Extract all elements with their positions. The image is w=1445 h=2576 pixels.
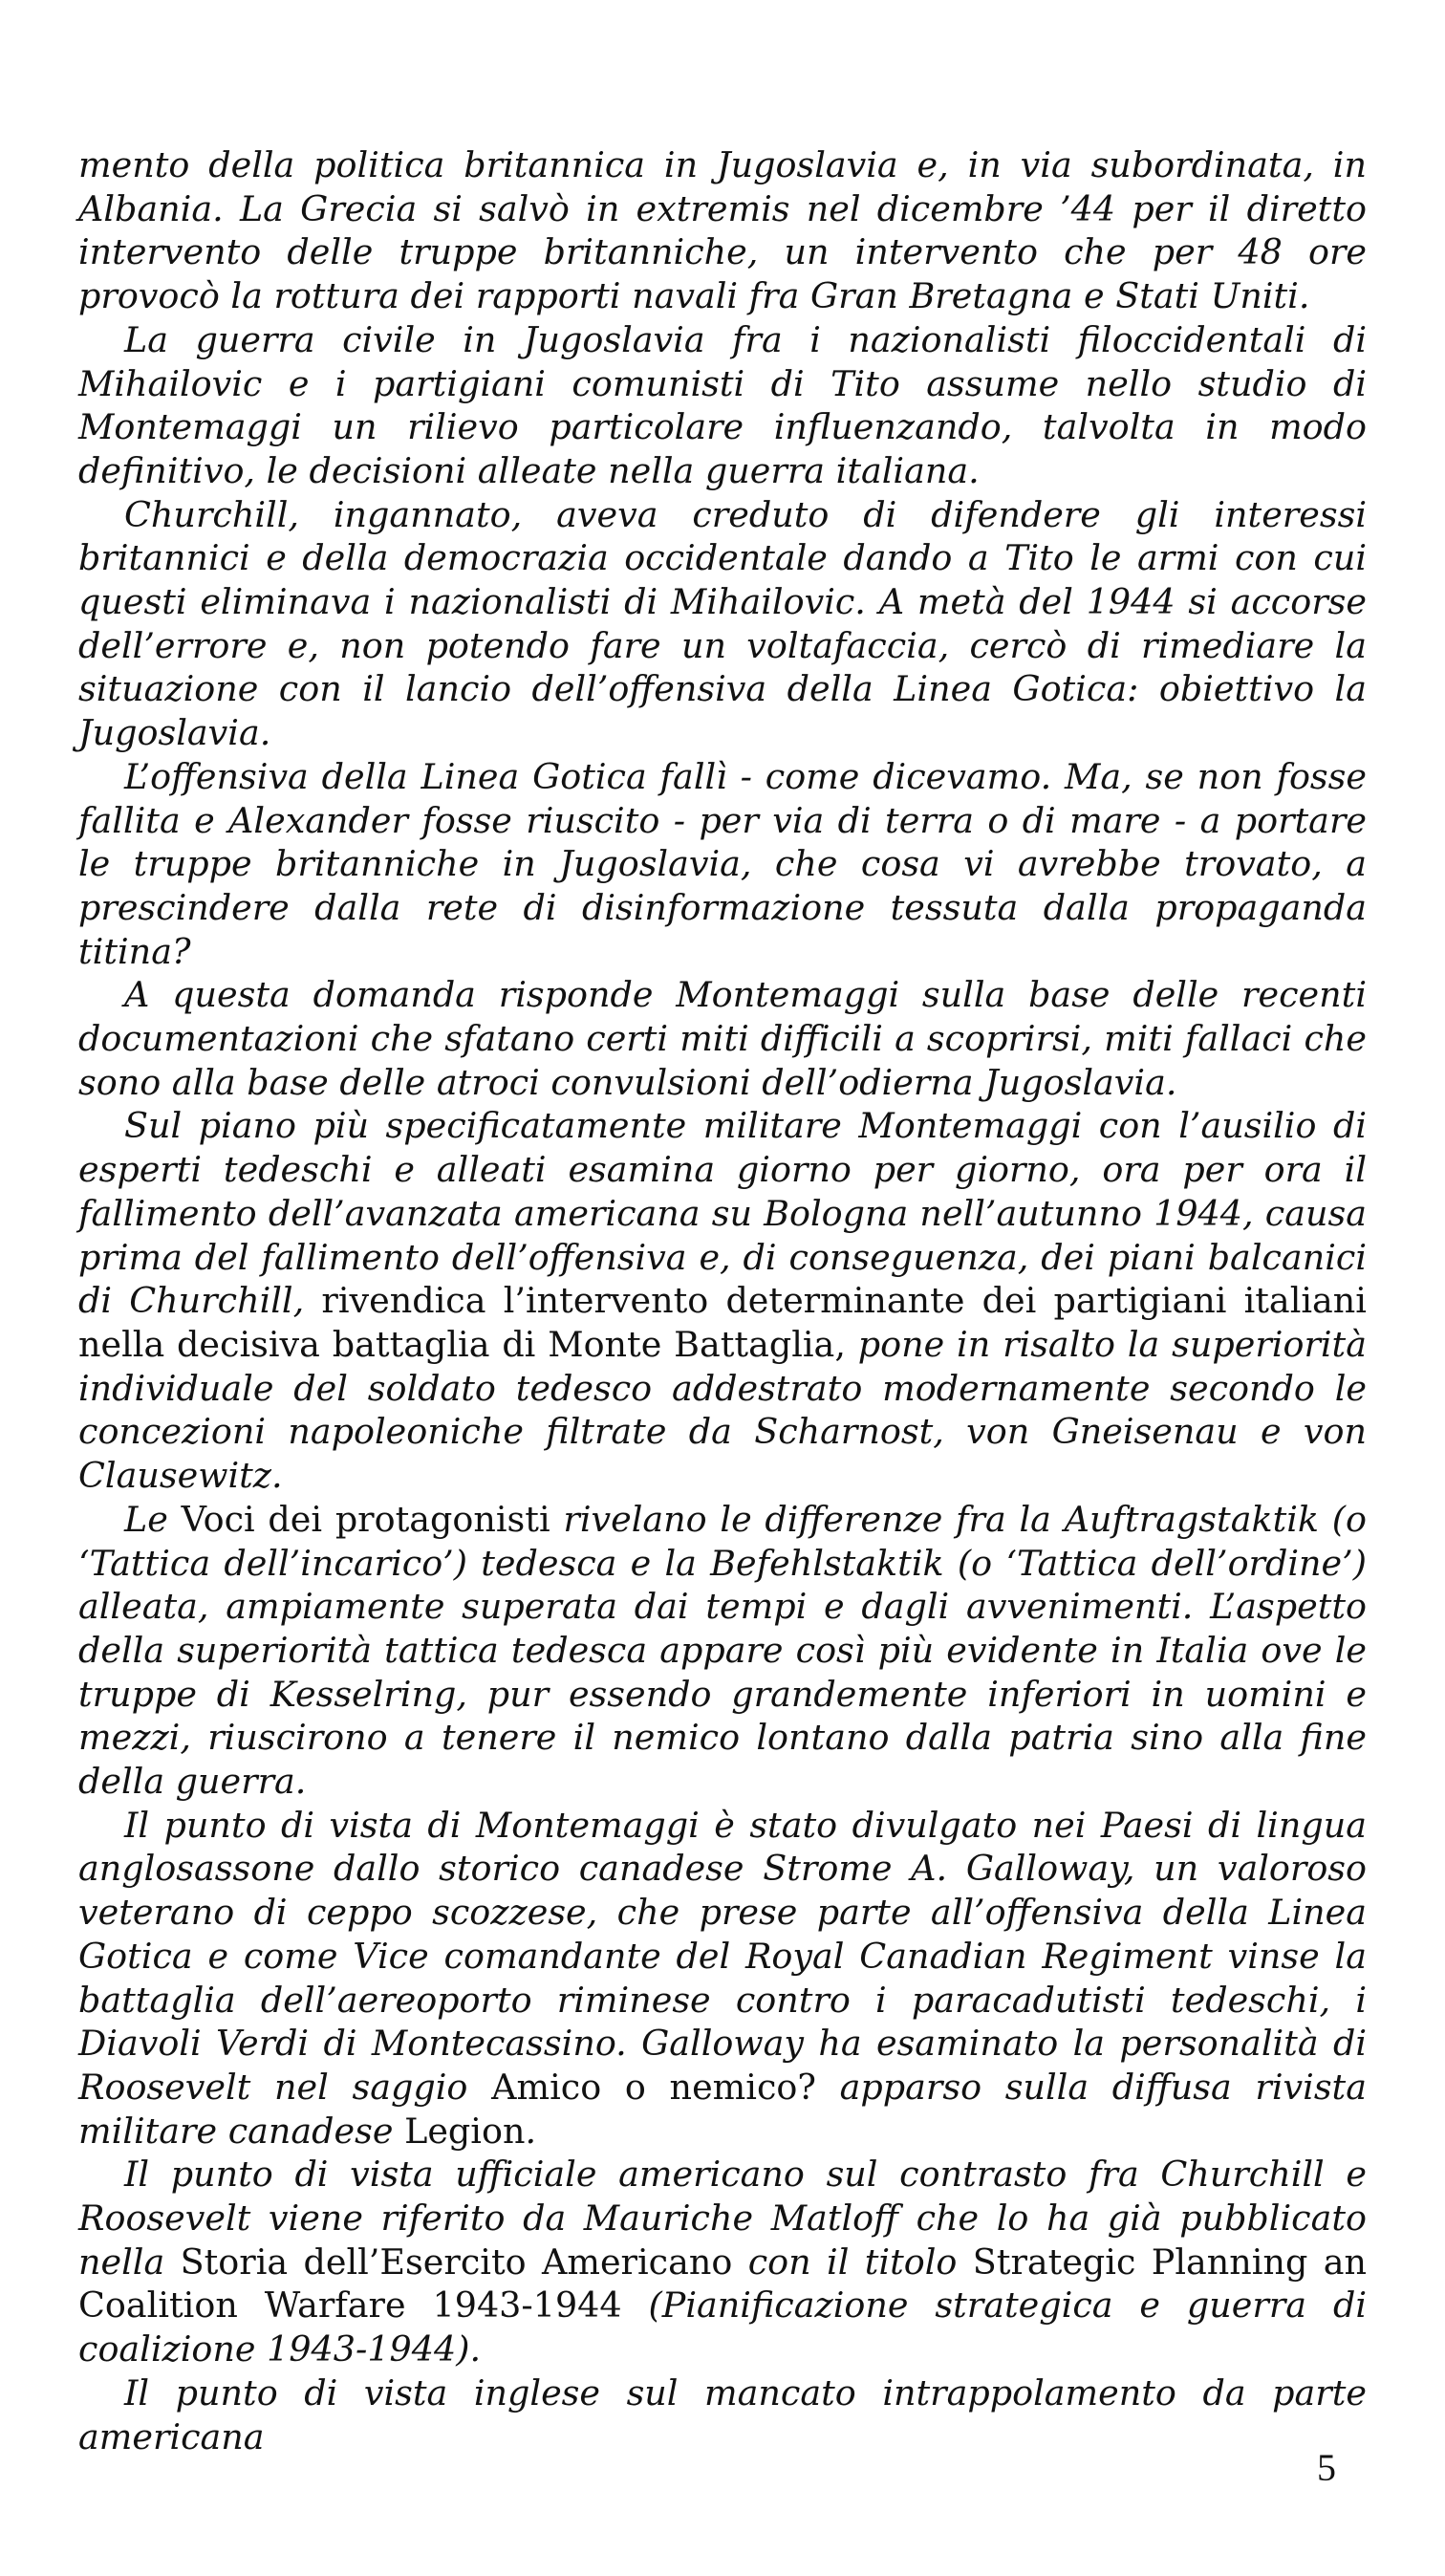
paragraph-4 [78,755,1367,974]
paragraph-9-title-storia: Storia dell’Esercito Americano [180,2240,733,2283]
paragraph-6 [78,1104,1367,1497]
paragraph-7-text-italic-1: Le [124,1498,182,1540]
paragraph-9 [78,2153,1367,2371]
paragraph-7-text-italic-2: rivelano le differenze fra la Auftragstaktik (o ‘Tattica dell’incarico’) tedesca e la Befehlstaktik (o ‘Tattica dell’ordine’) alleata, ampiamente superata dai tempi e dagli avvenimenti. L’aspetto della superiorità tattica tedesca appare così più evidente in Italia ove le truppe di Kesselring, pur essendo grandemente inferiori in uomini e mezzi, riuscirono a tenere il nemico lontano dalla patria sino alla fine della guerra. [78,1498,1367,1803]
page-number: 5 [1317,2446,1336,2489]
paragraph-8-title-amico-o-nemico: Amico o nemico? [491,2066,816,2108]
paragraph-2-text: La guerra civile in Jugoslavia fra i nazionalisti filoccidentali di Mihailovic e i partigiani comunisti di Tito assume nello studio di Montemaggi un rilievo particolare influenzando, talvolta in modo definitivo, le decisioni alleate nella guerra italiana. [78,318,1367,491]
paragraph-3 [78,493,1367,755]
paragraph-2 [78,318,1367,493]
paragraph-6-text-italic-2: pone in risalto la superiorità individuale del soldato tedesco addestrato modernamente secondo le concezioni napoleoniche filtrate da Scharnost, von Gneisenau e von Clausewitz. [78,1323,1367,1497]
paragraph-8-text-italic-1: Il punto di vista di Montemaggi è stato divulgato nei Paesi di lingua anglosassone dallo storico canadese Strome A. Galloway, un valoroso veterano di ceppo scozzese, che prese parte all’offensiva della Linea Gotica e come Vice comandante del Royal Canadian Regiment vinse la battaglia dell’aereoporto riminese contro i paracadutisti tedeschi, i Diavoli Verdi di Montecassino. Galloway ha esaminato la personalità di Roosevelt nel saggio [78,1804,1367,2108]
paragraph-6-text-italic-1: Sul piano più specificatamente militare Montemaggi con l’ausilio di esperti tedeschi e alleati esamina giorno per giorno, ora per ora il fallimento dell’avanzata americana su Bologna nell’autunno 1944, causa prima del fallimento dell’offensiva e, di conseguenza, dei piani balcanici di Churchill, [78,1105,1367,1322]
paragraph-8-text-end: . [525,2110,537,2152]
paragraph-1-text: mento della politica britannica in Jugoslavia e, in via subordinata, in Albania. La Grecia si salvò in extremis nel dicembre ’44 per il diretto intervento delle truppe britanniche, un intervento che per 48 ore provocò la rottura dei rapporti navali fra Gran Bretagna e Stati Uniti. [78,144,1367,317]
paragraph-4-text: L’offensiva della Linea Gotica fallì - come dicevamo. Ma, se non fosse fallita e Alexander fosse riuscito - per via di terra o di mare - a portare le truppe britanniche in Jugoslavia, che cosa vi avrebbe trovato, a prescindere dalla rete di disinformazione tessuta dalla propaganda titina? [78,755,1367,972]
paragraph-10 [78,2371,1367,2458]
paragraph-7-text-roman: Voci dei protagonisti [181,1498,550,1540]
paragraph-10-text: Il punto di vista inglese sul mancato intrappolamento da parte americana [78,2371,1367,2457]
paragraph-6-text-roman: rivendica l’intervento determinante dei partigiani italiani nella decisiva battaglia di Monte Battaglia, [78,1280,1367,1365]
paragraph-8 [78,1804,1367,2154]
paragraph-9-text-italic-3: (Pianificazione strategica e guerra di coalizione 1943-1944). [78,2284,1367,2370]
paragraph-1 [78,143,1367,318]
paragraph-9-title-strategic-planning: Strategic Planning an Coalition Warfare 1943-1944 [78,2240,1367,2327]
paragraph-9-text-italic-2: con il titolo [732,2240,973,2283]
paragraph-3-text: Churchill, ingannato, aveva creduto di difendere gli interessi britannici e della democrazia occidentale dando a Tito le armi con cui questi eliminava i nazionalisti di Mihailovic. A metà del 1944 si accorse dell’errore e, non potendo fare un voltafaccia, cercò di rimediare la situazione con il lancio dell’offensiva della Linea Gotica: obiettivo la Jugoslavia. [78,493,1367,754]
paragraph-7 [78,1498,1367,1804]
paragraph-8-title-legion: Legion [404,2110,526,2152]
paragraph-9-text-italic-1: Il punto di vista ufficiale americano sul contrasto fra Churchill e Roosevelt viene riferito da Mauriche Matloff che lo ha già pubblicato nella [78,2154,1367,2283]
paragraph-5-text: A questa domanda risponde Montemaggi sulla base delle recenti documentazioni che sfatano certi miti difficili a scoprirsi, miti fallaci che sono alla base delle atroci convulsioni dell’odierna Jugoslavia. [78,974,1367,1103]
paragraph-5 [78,973,1367,1104]
page-body [78,143,1367,2458]
paragraph-8-text-italic-2: apparso sulla diffusa rivista militare canadese [78,2066,1367,2152]
